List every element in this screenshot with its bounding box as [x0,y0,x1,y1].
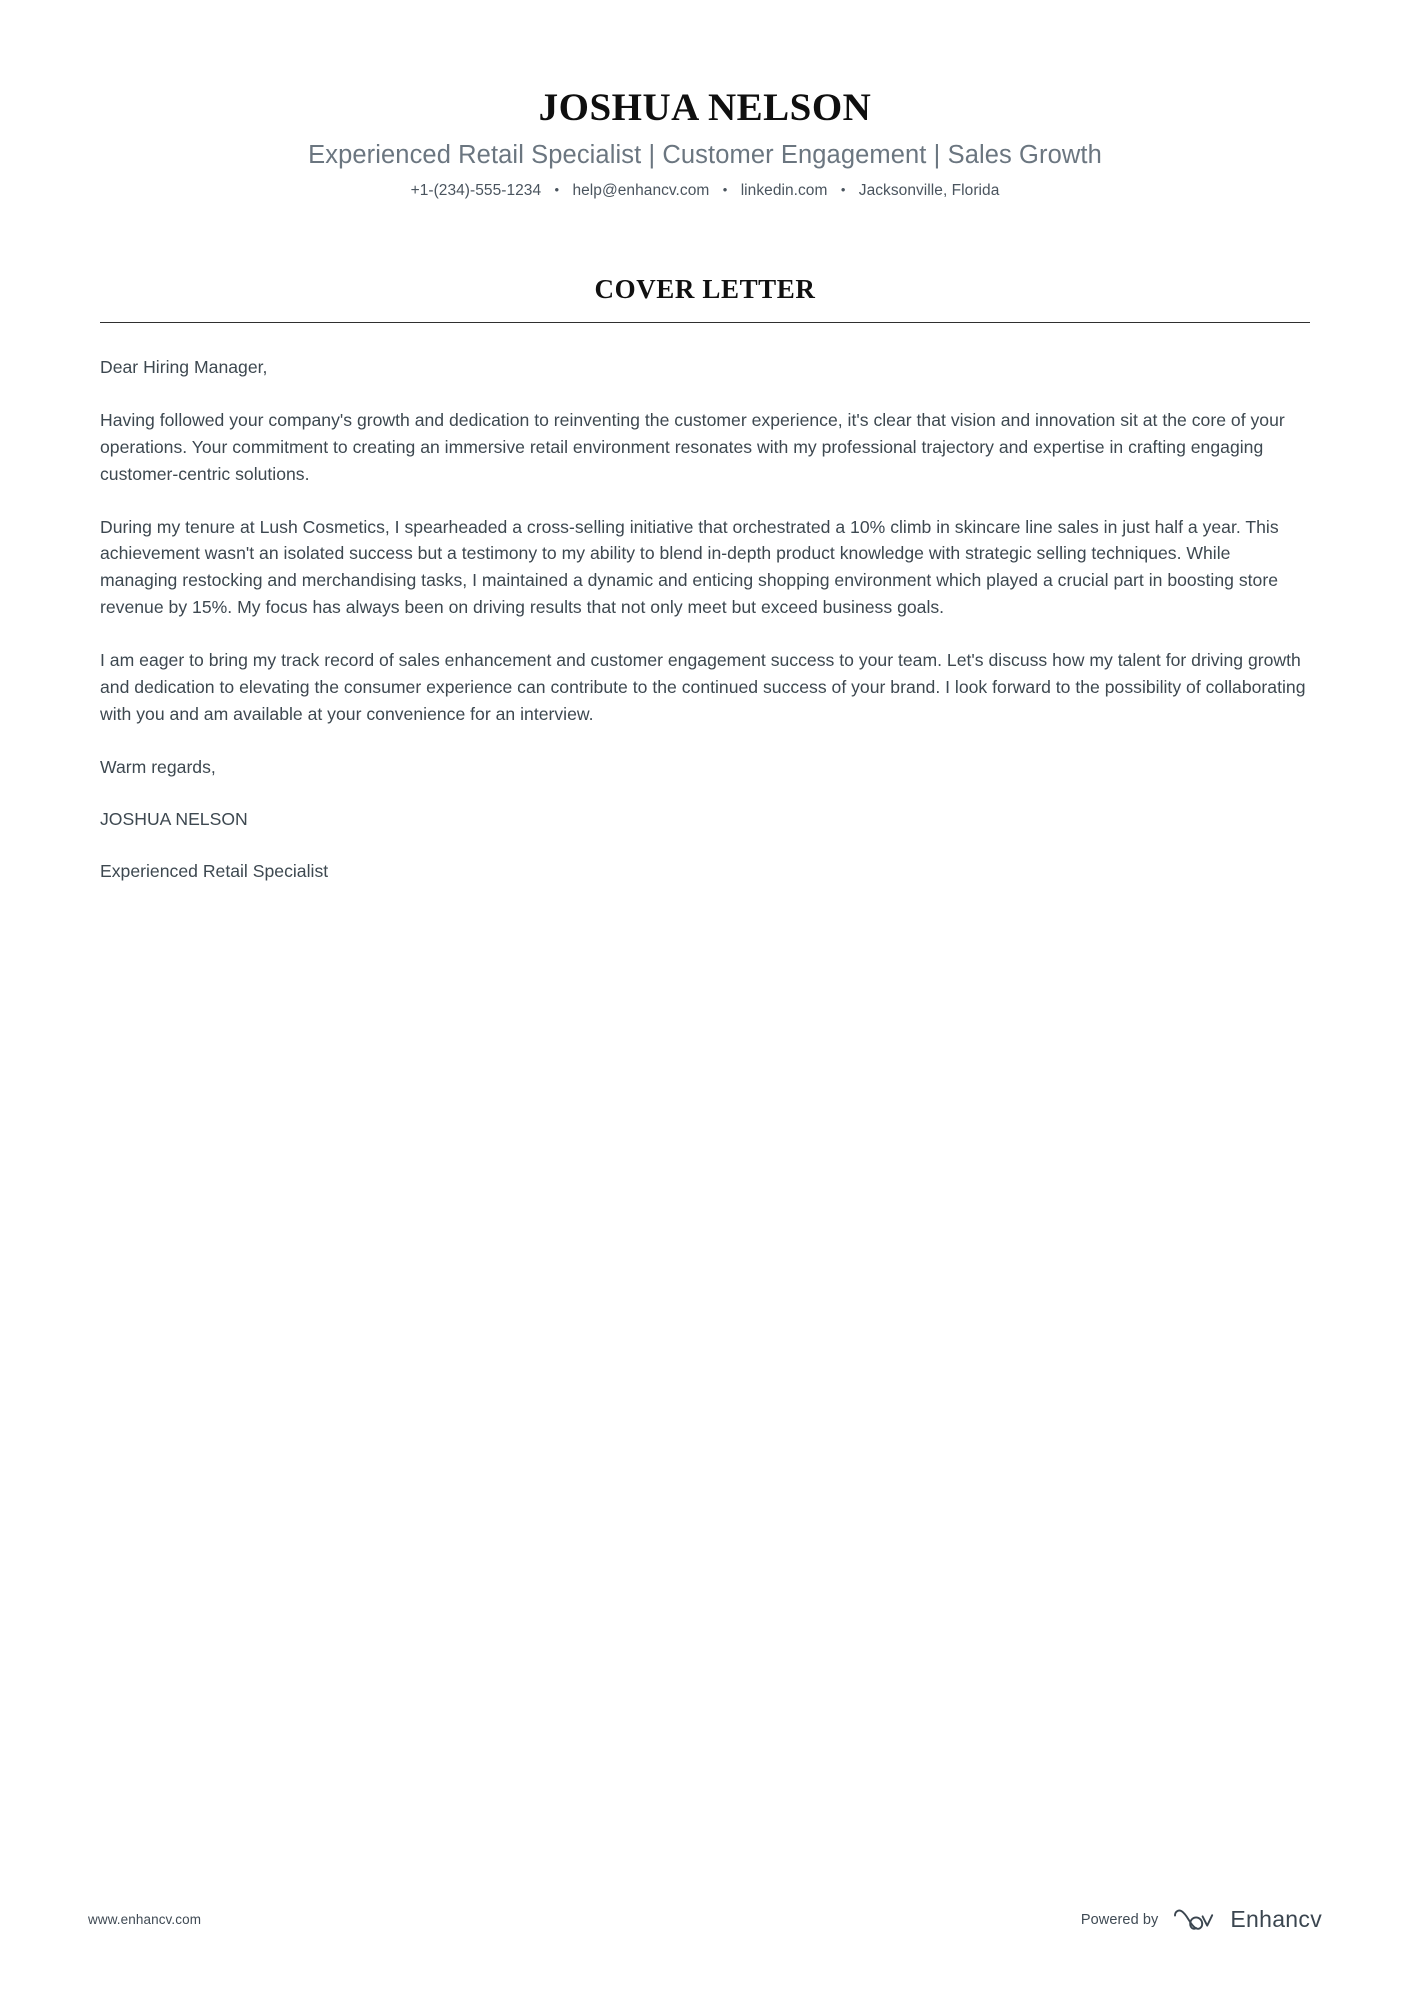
signature-role: Experienced Retail Specialist [100,860,329,881]
contact-location: Jacksonville, Florida [858,181,1000,199]
candidate-name: JOSHUA NELSON [538,86,872,129]
powered-by-label: Powered by [1080,1911,1159,1928]
candidate-headline: Experienced Retail Specialist | Customer Engagement | Sales Growth [308,140,1102,169]
closing-salutation: Warm regards, [100,756,216,777]
cover-letter-section-header [0,274,1410,323]
contact-linkedin[interactable]: linkedin.com [740,181,828,199]
salutation: Dear Hiring Manager, [100,356,268,377]
contact-separator: • [554,181,560,197]
contact-separator: • [840,181,846,197]
letter-paragraph-1: Having followed your company's growth and dedication to reinventing the customer experience, it's clear that vision and innovation sit at the core of your operations. Your commitment to creating an immersive retail environment resonates with my professional trajectory and expertise in crafting engaging customer-centric solutions. [100,409,1285,484]
document-header [0,0,1410,201]
section-divider [100,322,1310,323]
signature-name: JOSHUA NELSON [100,808,248,829]
contact-phone: +1-(234)-555-1234 [410,181,542,199]
enhancv-infinity-logo-icon [1172,1907,1216,1933]
letter-paragraph-3: I am eager to bring my track record of sales enhancement and customer engagement success to your team. Let's discuss how my talent for driving growth and dedication to elevating the consumer experience can contribute to the continued success of your brand. I look forward to the possibility of collaborating with you and am available at your convenience for an interview. [100,650,1306,725]
footer-brand [1081,1906,1322,1933]
brand-wordmark: Enhancv [1230,1906,1322,1932]
contact-line [0,181,1410,201]
document-footer [0,1906,1410,1933]
footer-website-link[interactable]: www.enhancv.com [88,1912,202,1927]
section-title: COVER LETTER [594,273,816,304]
letter-paragraph-2: During my tenure at Lush Cosmetics, I spearheaded a cross-selling initiative that orchestrated a 10% climb in skincare line sales in just half a year. This achievement wasn't an isolated success but a testimony to my ability to blend in-depth product knowledge with strategic selling techniques. While managing restocking and merchandising tasks, I maintained a dynamic and enticing shopping environment which played a crucial part in boosting store revenue by 15%. My focus has always been on driving results that not only meet but exceed business goals. [100,516,1279,618]
contact-separator: • [722,181,728,197]
letter-body [0,354,1410,885]
contact-email[interactable]: help@enhancv.com [572,181,710,199]
